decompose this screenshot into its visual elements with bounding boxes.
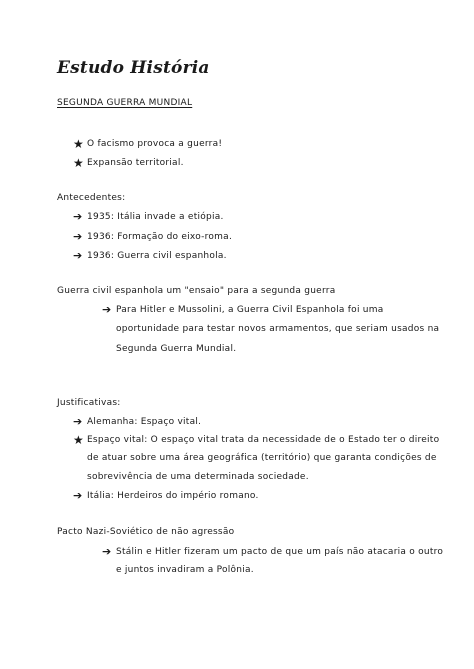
section-heading-pacto: Pacto Nazi-Soviético de não agressão bbox=[57, 527, 235, 537]
paragraph-line: oportunidade para testar novos armamentos, que seriam usados na bbox=[116, 324, 440, 334]
list-item-text: O facismo provoca a guerra! bbox=[87, 139, 223, 149]
star-icon: ★ bbox=[73, 433, 85, 447]
list-item bbox=[73, 231, 232, 242]
star-icon: ★ bbox=[73, 137, 85, 151]
list-item bbox=[73, 157, 184, 169]
paragraph-line: e juntos invadiram a Polônia. bbox=[116, 565, 254, 575]
list-item bbox=[73, 416, 201, 427]
arrow-right-icon: ➔ bbox=[73, 230, 83, 243]
list-item bbox=[73, 138, 222, 150]
list-item-text: Expansão territorial. bbox=[87, 158, 184, 168]
list-item bbox=[73, 490, 259, 501]
star-icon: ★ bbox=[73, 156, 85, 170]
paragraph-line: sobrevivência de uma determinada sociedade. bbox=[87, 472, 309, 482]
section-heading-antecedentes: Antecedentes: bbox=[57, 193, 126, 203]
paragraph-text: Para Hitler e Mussolini, a Guerra Civil Espanhola foi uma bbox=[116, 304, 384, 315]
section-heading-segunda-guerra: SEGUNDA GUERRA MUNDIAL bbox=[57, 98, 193, 108]
list-item bbox=[73, 211, 224, 222]
arrow-right-icon: ➔ bbox=[73, 415, 83, 428]
paragraph-line: de atuar sobre uma área geográfica (território) que garanta condições de bbox=[87, 453, 437, 463]
paragraph-line bbox=[102, 546, 443, 557]
arrow-right-icon: ➔ bbox=[102, 303, 112, 316]
list-item bbox=[73, 434, 439, 446]
list-item-text: 1935: Itália invade a etiópia. bbox=[87, 211, 224, 222]
arrow-right-icon: ➔ bbox=[73, 249, 83, 262]
section-heading-guerra-civil: Guerra civil espanhola um "ensaio" para a segunda guerra bbox=[57, 286, 336, 296]
list-item-text: 1936: Formação do eixo-roma. bbox=[87, 231, 233, 242]
list-item-text: 1936: Guerra civil espanhola. bbox=[87, 250, 227, 261]
list-item-text: Alemanha: Espaço vital. bbox=[87, 416, 202, 427]
paragraph-line: Segunda Guerra Mundial. bbox=[116, 344, 237, 354]
list-item bbox=[73, 250, 227, 261]
paragraph-line bbox=[102, 304, 384, 315]
arrow-right-icon: ➔ bbox=[73, 210, 83, 223]
paragraph-text: Stálin e Hitler fizeram um pacto de que um país não atacaria o outro bbox=[116, 546, 444, 557]
page-title: Estudo História bbox=[57, 58, 210, 78]
arrow-right-icon: ➔ bbox=[73, 489, 83, 502]
arrow-right-icon: ➔ bbox=[102, 545, 112, 558]
section-heading-justificativas: Justificativas: bbox=[57, 398, 121, 408]
list-item-text: Itália: Herdeiros do império romano. bbox=[87, 490, 259, 501]
list-item-text: Espaço vital: O espaço vital trata da necessidade de o Estado ter o direito bbox=[87, 435, 440, 445]
